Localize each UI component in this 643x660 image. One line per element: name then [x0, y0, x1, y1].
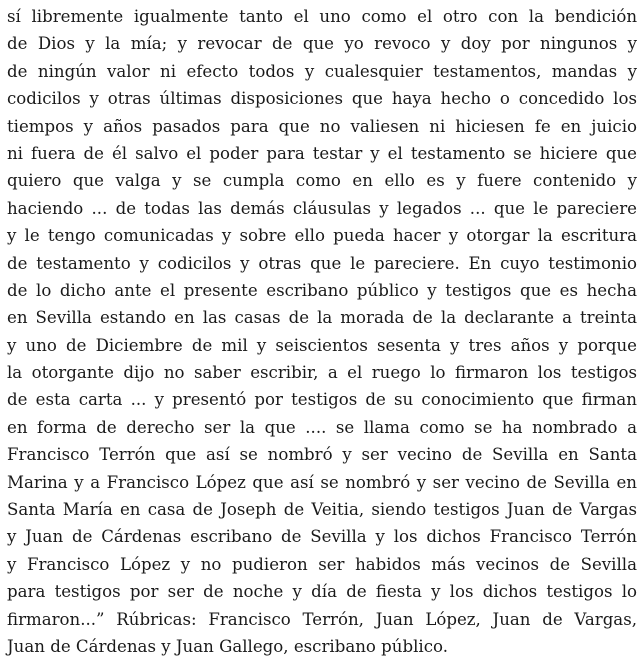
document-text-block [7, 3, 637, 660]
text-line: de lo dicho ante el presente escribano público y testigos que es hecha [7, 280, 637, 300]
text-line: Marina y a Francisco López que así se nombró y ser vecino de Sevilla en [7, 472, 637, 492]
text-line: sí libremente igualmente tanto el uno como el otro con la bendición [7, 7, 637, 26]
text-line: tiempos y años pasados para que no valiesen ni hiciesen fe en juicio [7, 116, 637, 136]
text-line: de Dios y la mía; y revocar de que yo revoco y doy por ningunos y [7, 34, 637, 54]
text-line: Santa María en casa de Joseph de Veitia, siendo testigos Juan de Vargas [7, 500, 637, 520]
text-line: de testamento y codicilos y otras que le pareciere. En cuyo testimonio [7, 253, 637, 273]
text-line: de esta carta ... y presentó por testigos de su conocimiento que firman [7, 390, 637, 410]
text-line: firmaron...” Rúbricas: Francisco Terrón, Juan López, Juan de Vargas, [7, 609, 637, 629]
text-line: de ningún valor ni efecto todos y cualesquier testamentos, mandas y [7, 61, 637, 81]
text-line: la otorgante dijo no saber escribir, a el ruego lo firmaron los testigos [7, 363, 637, 383]
text-line: para testigos por ser de noche y día de fiesta y los dichos testigos lo [7, 582, 637, 602]
text-line: en Sevilla estando en las casas de la morada de la declarante a treinta [7, 308, 637, 328]
text-line: y uno de Diciembre de mil y seiscientos sesenta y tres años y porque [7, 335, 637, 355]
text-line: y Juan de Cárdenas escribano de Sevilla y los dichos Francisco Terrón [7, 527, 637, 547]
text-line-last: Juan de Cárdenas y Juan Gallego, escribano público. [7, 636, 448, 656]
text-line: en forma de derecho ser la que .... se llama como se ha nombrado a [7, 417, 637, 437]
text-line: ni fuera de él salvo el poder para testar y el testamento se hiciere que [7, 143, 637, 163]
text-line: y le tengo comunicadas y sobre ello pueda hacer y otorgar la escritura [7, 226, 637, 246]
text-line: Francisco Terrón que así se nombró y ser vecino de Sevilla en Santa [7, 445, 637, 465]
text-line: haciendo ... de todas las demás cláusulas y legados ... que le pareciere [7, 198, 637, 218]
text-line: quiero que valga y se cumpla como en ello es y fuere contenido y [7, 171, 637, 191]
text-line: codicilos y otras últimas disposiciones que haya hecho o concedido los [7, 89, 637, 109]
text-line: y Francisco López y no pudieron ser habidos más vecinos de Sevilla [7, 554, 637, 574]
